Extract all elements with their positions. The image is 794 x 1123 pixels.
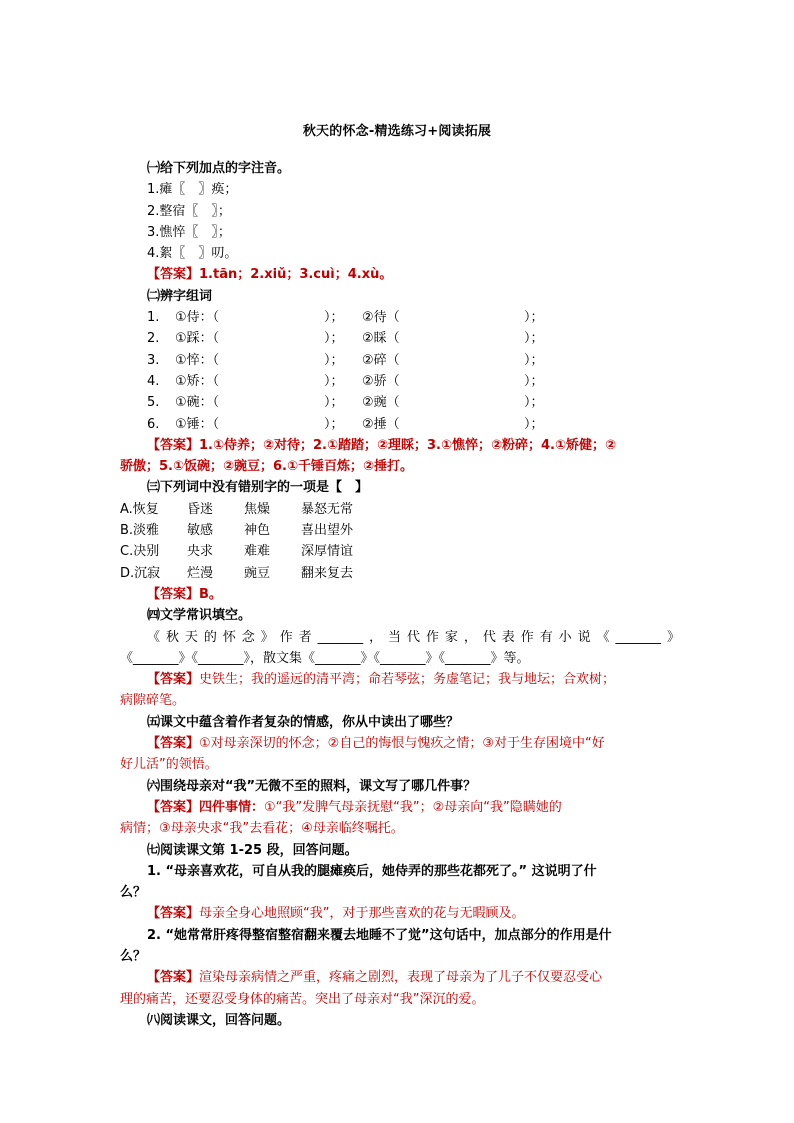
answer-label: 【答案】 bbox=[147, 672, 200, 688]
s7-answer-2-line-1 bbox=[120, 967, 680, 988]
option-word: C.决别 bbox=[120, 544, 160, 560]
row-sep: ）； bbox=[324, 395, 344, 411]
s2-answer-line-2: 骄傲；5.①饭碗；②豌豆；6.①千锤百炼；②捶打。 bbox=[120, 459, 413, 475]
row-number: 1. bbox=[147, 310, 160, 326]
option-word: 央求 bbox=[187, 544, 214, 560]
row-sep: ）； bbox=[324, 373, 344, 389]
answer-text: 1.tān；2.xiǔ；3.cuì；4.xù。 bbox=[199, 267, 393, 283]
row-number: 5. bbox=[147, 395, 160, 411]
option-word: B.淡雅 bbox=[120, 523, 160, 539]
answer-label: 【答案】 bbox=[147, 267, 200, 283]
answer-label: 【答案】 bbox=[147, 799, 200, 815]
row-end: ）； bbox=[524, 352, 544, 368]
s7-question-1-line-1: 1. “母亲喜欢花，可自从我的腿瘫痪后，她侍弄的那些花都死了。” 这说明了什 bbox=[147, 863, 597, 879]
option-word: 神色 bbox=[244, 523, 271, 539]
option-word: 翻来复去 bbox=[301, 565, 354, 581]
row-b: ②睬（ bbox=[362, 331, 400, 347]
answer-text: 1.①侍养；②对待；2.①踏踏；②理睬；3.①憔悴；②粉碎；4.①矫健；② bbox=[199, 437, 617, 453]
option-word: 焦燥 bbox=[244, 501, 271, 517]
row-number: 4. bbox=[147, 373, 160, 389]
s7-answer-2-line-2: 理的痛苦，还要忍受身体的痛苦。突出了母亲对“我”深沉的爱。 bbox=[120, 991, 485, 1007]
option-word: 喜出望外 bbox=[301, 523, 354, 539]
s2-answer-line-1 bbox=[120, 435, 680, 456]
s7-question-2-line-1: 2. “她常常肝疼得整宿整宿翻来覆去地睡不了觉”这句话中，加点部分的作用是什 bbox=[147, 927, 612, 943]
s2-row-6 bbox=[120, 414, 680, 435]
answer-text: 史铁生；我的遥远的清平湾；命若琴弦；务虚笔记；我与地坛；合欢树； bbox=[199, 672, 616, 688]
row-end: ）； bbox=[524, 373, 544, 389]
row-sep: ）； bbox=[324, 416, 344, 432]
answer-text: ①对母亲深切的怀念；②自己的悔恨与愧疚之情；③对于生存困境中“好 bbox=[199, 736, 605, 752]
row-a: ①踩：（ bbox=[175, 331, 220, 347]
row-b: ②骄（ bbox=[362, 373, 400, 389]
answer-label: 【答案】 bbox=[147, 736, 200, 752]
s1-item-3: 3.憔悴〖 〗； bbox=[147, 224, 231, 240]
row-a: ①悴：（ bbox=[175, 352, 220, 368]
s3-option-c bbox=[120, 541, 680, 562]
row-end: ）； bbox=[524, 395, 544, 411]
row-a: ①碗：（ bbox=[175, 395, 220, 411]
row-number: 6. bbox=[147, 416, 160, 432]
option-word: 豌豆 bbox=[244, 565, 271, 581]
section-2-heading: ㈡辨字组词 bbox=[147, 288, 213, 304]
option-word: D.沉寂 bbox=[120, 565, 161, 581]
option-word: 难难 bbox=[244, 544, 271, 560]
row-end: ）； bbox=[524, 331, 544, 347]
option-word: A.恢复 bbox=[120, 501, 159, 517]
row-sep: ）； bbox=[324, 352, 344, 368]
answer-label: 【答案】 bbox=[147, 970, 200, 986]
section-5-heading: ㈤课文中蕴含着作者复杂的情感，你从中读出了哪些？ bbox=[147, 714, 460, 730]
answer-text: B。 bbox=[199, 586, 222, 602]
s4-line-1: 《秋天的怀念》作者_______，当代作家，代表作有小说《_______》 bbox=[147, 629, 680, 645]
s7-question-2-line-2: 么？ bbox=[120, 948, 147, 964]
row-b: ②豌（ bbox=[362, 395, 400, 411]
s2-row-4 bbox=[120, 371, 680, 392]
row-sep: ）； bbox=[324, 331, 344, 347]
section-4-heading: ㈣文学常识填空。 bbox=[147, 608, 252, 624]
row-number: 3. bbox=[147, 352, 160, 368]
row-a: ①锤：（ bbox=[175, 416, 220, 432]
answer-label: 【答案】 bbox=[147, 906, 200, 922]
s4-line-2: 《_______》《_______》，散文集《_______》《_______》《_______》等。 bbox=[120, 650, 530, 666]
s1-answer bbox=[120, 264, 680, 285]
row-number: 2. bbox=[147, 331, 160, 347]
s4-answer-line-1 bbox=[120, 669, 680, 690]
s2-row-5 bbox=[120, 392, 680, 413]
row-end: ）； bbox=[524, 416, 544, 432]
s2-row-2 bbox=[120, 328, 680, 349]
section-1-heading: ㈠给下列加点的字注音。 bbox=[147, 161, 291, 176]
s1-item-2: 2.整宿〖 〗； bbox=[147, 203, 231, 219]
row-b: ②捶（ bbox=[362, 416, 400, 432]
s1-item-1: 1.瘫〖 〗痪； bbox=[147, 182, 238, 198]
s7-question-1-line-2: 么？ bbox=[120, 885, 147, 901]
s3-option-d bbox=[120, 563, 680, 584]
document-title: 秋天的怀念-精选练习+阅读拓展 bbox=[302, 124, 492, 139]
s2-row-1 bbox=[120, 307, 680, 328]
s6-answer-line-2: 病情；③母亲央求“我”去看花；④母亲临终嘱托。 bbox=[120, 821, 404, 837]
s3-option-b bbox=[120, 520, 680, 541]
s4-answer-line-2: 病隙碎笔。 bbox=[120, 693, 186, 709]
row-a: ①侍：（ bbox=[175, 310, 220, 326]
section-3-heading: ㈢下列词中没有错别字的一项是【 】 bbox=[147, 480, 369, 496]
s1-item-4: 4.絮〖 〗叨。 bbox=[147, 246, 238, 262]
answer-bold-text: 四件事情： bbox=[199, 799, 265, 815]
option-word: 深厚情谊 bbox=[301, 544, 354, 560]
option-word: 昏迷 bbox=[187, 501, 214, 517]
s7-answer-1 bbox=[120, 903, 680, 924]
s3-answer bbox=[120, 584, 680, 605]
section-6-heading: ㈥围绕母亲对“我”无微不至的照料，课文写了哪几件事？ bbox=[147, 778, 477, 794]
s2-row-3 bbox=[120, 350, 680, 371]
row-a: ①矫：（ bbox=[175, 373, 220, 389]
answer-label: 【答案】 bbox=[147, 437, 200, 453]
s5-answer-line-2: 好儿活”的领悟。 bbox=[120, 757, 218, 773]
option-word: 暴怒无常 bbox=[301, 501, 354, 517]
s3-option-a bbox=[120, 499, 680, 520]
s5-answer-line-1 bbox=[120, 733, 680, 754]
s6-answer-line-1 bbox=[120, 797, 680, 818]
row-end: ）； bbox=[524, 310, 544, 326]
answer-label: 【答案】 bbox=[147, 586, 200, 602]
option-word: 敏感 bbox=[187, 523, 214, 539]
answer-text: ①“我”发脾气母亲抚慰“我”；②母亲向“我”隐瞒她的 bbox=[264, 799, 562, 815]
row-sep: ）； bbox=[324, 310, 344, 326]
row-b: ②待（ bbox=[362, 310, 400, 326]
section-7-heading: ㈦阅读课文第 1-25 段，回答问题。 bbox=[147, 842, 358, 858]
row-b: ②碎（ bbox=[362, 352, 400, 368]
answer-text: 母亲全身心地照顾“我”，对于那些喜欢的花与无暇顾及。 bbox=[199, 906, 525, 922]
answer-text: 渲染母亲病情之严重，疼痛之剧烈，表现了母亲为了儿子不仅要忍受心 bbox=[199, 970, 603, 986]
document-body bbox=[120, 158, 680, 1031]
section-8-heading: ㈧阅读课文，回答问题。 bbox=[147, 1012, 291, 1028]
option-word: 烂漫 bbox=[187, 565, 214, 581]
